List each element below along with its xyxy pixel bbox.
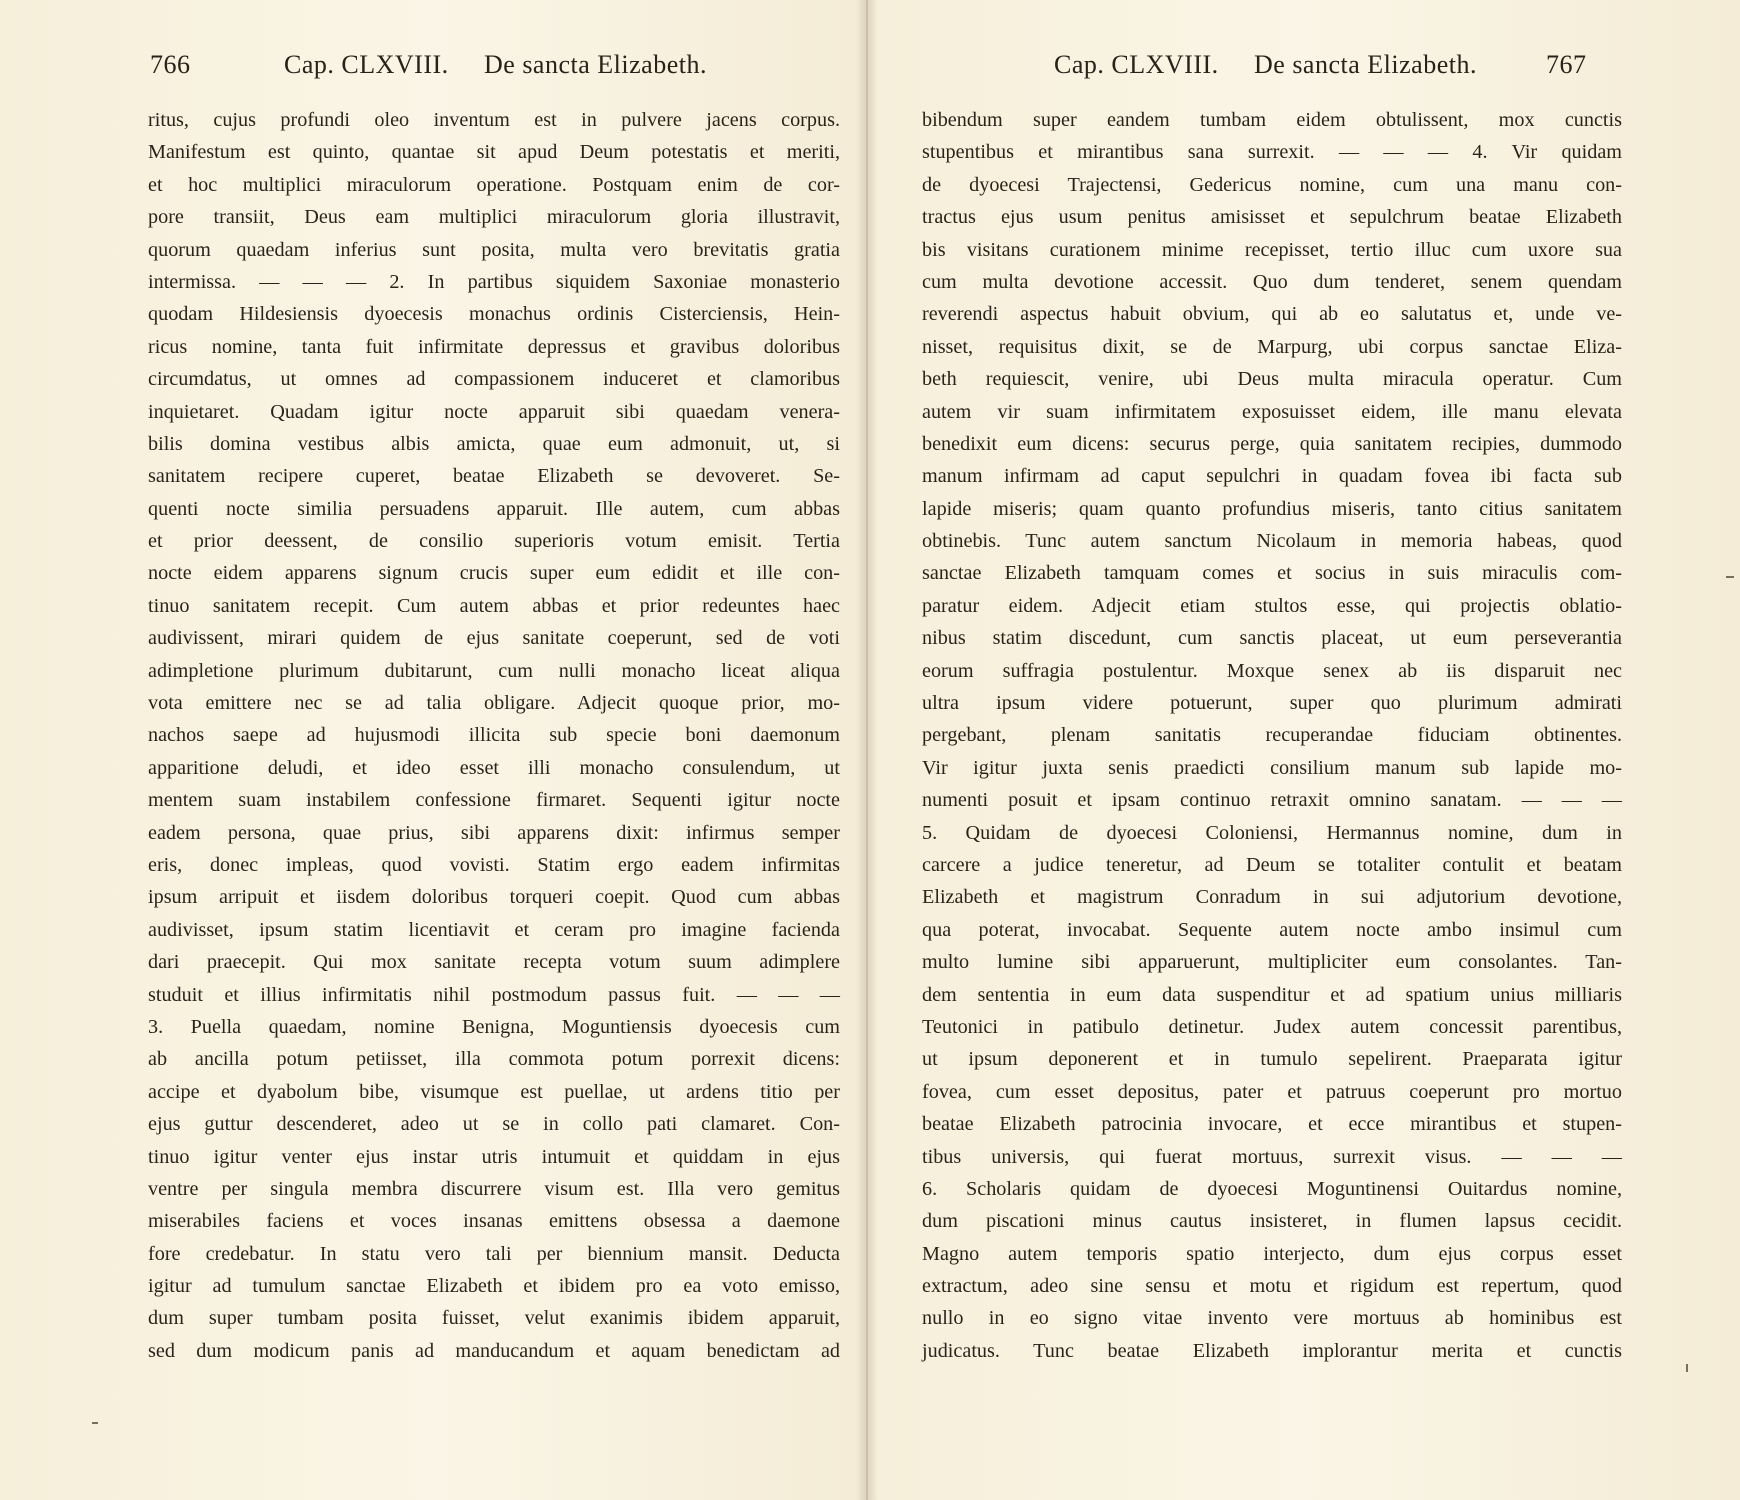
text-line: reverendi aspectus habuit obvium, qui ab eo salutatus et, unde ve- xyxy=(922,303,1622,326)
text-line: 5. Quidam de dyoecesi Coloniensi, Hermannus nomine, dum in xyxy=(922,821,1622,844)
text-line: ventre per singula membra discurrere visum est. Illa vero gemitus xyxy=(148,1177,840,1200)
text-line: vota emittere nec se ad talia obligare. Adjecit quoque prior, mo- xyxy=(148,692,840,715)
text-line: studuit et illius infirmitatis nihil postmodum passus fuit. — — — xyxy=(148,983,840,1006)
text-line: nullo in eo signo vitae invento vere mortuus ab hominibus est xyxy=(922,1307,1622,1330)
page-number: 767 xyxy=(1546,50,1587,79)
text-line: autem vir suam infirmitatem exposuisset eidem, ille manu elevata xyxy=(922,400,1622,423)
text-line: accipe et dyabolum bibe, visumque est puellae, ut ardens titio per xyxy=(148,1080,840,1103)
text-line: nachos saepe ad hujusmodi illicita sub specie boni daemonum xyxy=(148,724,840,747)
text-line: cum multa devotione accessit. Quo dum tenderet, senem quendam xyxy=(922,270,1622,293)
text-line: nisset, requisitus dixit, se de Marpurg, ubi corpus sanctae Eliza- xyxy=(922,335,1622,358)
text-line: audivisset, ipsum statim licentiavit et ceram pro imagine facienda xyxy=(148,918,840,941)
text-line: benedixit eum dicens: securus perge, quia sanitatem recipies, dummodo xyxy=(922,432,1622,455)
text-line: tibus universis, qui fuerat mortuus, surrexit visus. — — — xyxy=(922,1145,1622,1168)
text-line: beatae Elizabeth patrocinia invocare, et ecce mirantibus et stupen- xyxy=(922,1113,1622,1136)
text-line: paratur eidem. Adjecit etiam stultos esse, qui projectis oblatio- xyxy=(922,594,1622,617)
text-line: carcere a judice teneretur, ad Deum se totaliter contulit et beatam xyxy=(922,853,1622,876)
text-line: numenti posuit et ipsam continuo retraxit omnino sanatam. — — — xyxy=(922,789,1622,812)
text-line: de dyoecesi Trajectensi, Gedericus nomine, cum una manu con- xyxy=(922,173,1622,196)
text-line: fore credebatur. In statu vero tali per biennium mansit. Deducta xyxy=(148,1242,840,1265)
text-line: bis visitans curationem minime recepisset, tertio illuc cum uxore sua xyxy=(922,238,1622,261)
text-line: pergebant, plenam sanitatis recuperandae fiduciam obtinentes. xyxy=(922,724,1622,747)
text-line: et prior deessent, de consilio superioris votum emisit. Tertia xyxy=(148,530,840,553)
text-line: eadem persona, quae prius, sibi apparens dixit: infirmus semper xyxy=(148,821,840,844)
text-line: adimpletione plurimum dubitarunt, cum nulli monacho liceat aliqua xyxy=(148,659,840,682)
text-line: 6. Scholaris quidam de dyoecesi Moguntinensi Ouitardus nomine, xyxy=(922,1177,1622,1200)
text-line: circumdatus, ut omnes ad compassionem induceret et clamoribus xyxy=(148,368,840,391)
text-line: tinuo sanitatem recepit. Cum autem abbas et prior redeuntes haec xyxy=(148,594,840,617)
text-line: et hoc multiplici miraculorum operatione. Postquam enim de cor- xyxy=(148,173,840,196)
page-number: 766 xyxy=(150,50,191,79)
margin-mark xyxy=(1686,1364,1688,1372)
text-line: obtinebis. Tunc autem sanctum Nicolaum in memoria habeas, quod xyxy=(922,530,1622,553)
text-line: ritus, cujus profundi oleo inventum est in pulvere jacens corpus. xyxy=(148,109,840,131)
text-line: tinuo igitur venter ejus instar utris intumuit et quiddam in ejus xyxy=(148,1145,840,1168)
text-line: ricus nomine, tanta fuit infirmitate depressus et gravibus doloribus xyxy=(148,335,840,358)
text-line: manum infirmam ad caput sepulchri in quadam fovea ibi facta sub xyxy=(922,465,1622,488)
text-line: sanctae Elizabeth tamquam comes et socius in suis miraculis com- xyxy=(922,562,1622,585)
text-line: quodam Hildesiensis dyoecesis monachus ordinis Cisterciensis, Hein- xyxy=(148,303,840,326)
text-line: Elizabeth et magistrum Conradum in sui adjutorium devotione, xyxy=(922,886,1622,909)
text-line: Manifestum est quinto, quantae sit apud Deum potestatis et meriti, xyxy=(148,141,840,164)
text-line: dum super tumbam posita fuisset, velut exanimis ibidem apparuit, xyxy=(148,1307,840,1330)
text-line: lapide miseris; quam quanto profundius miseris, tanto citius sanitatem xyxy=(922,497,1622,520)
text-line: ejus guttur descenderet, adeo ut se in collo pati clamaret. Con- xyxy=(148,1113,840,1136)
text-line: stupentibus et mirantibus sana surrexit. — — — 4. Vir quidam xyxy=(922,141,1622,164)
margin-mark xyxy=(92,1422,98,1424)
text-line: nibus statim discedunt, cum sanctis placeat, ut eum perseverantia xyxy=(922,627,1622,650)
text-line: ultra ipsum videre potuerunt, super quo plurimum admirati xyxy=(922,692,1622,715)
text-line: multo lumine sibi apparuerunt, multipliciter eum consolantes. Tan- xyxy=(922,951,1622,974)
text-line: ipsum arripuit et iisdem doloribus torqueri coepit. Quod cum abbas xyxy=(148,886,840,909)
text-line: bilis domina vestibus albis amicta, quae eum admonuit, ut, si xyxy=(148,432,840,455)
margin-mark xyxy=(1726,576,1734,578)
book-gutter xyxy=(856,0,878,1500)
text-line: audivissent, mirari quidem de ejus sanitate coeperunt, sed de voti xyxy=(148,627,840,650)
text-line: 3. Puella quaedam, nomine Benigna, Moguntiensis dyoecesis cum xyxy=(148,1015,840,1038)
text-line: ut ipsum deponerent et in tumulo sepelirent. Praeparata igitur xyxy=(922,1048,1622,1071)
text-line: quorum quaedam inferius sunt posita, multa vero brevitatis gratia xyxy=(148,238,840,261)
running-title: De sancta Elizabeth. xyxy=(1254,50,1477,79)
text-line: beth requiescit, venire, ubi Deus multa miracula operatur. Cum xyxy=(922,368,1622,391)
text-line: sed dum modicum panis ad manducandum et aquam benedictam ad xyxy=(148,1339,840,1362)
text-line: inquietaret. Quadam igitur nocte apparuit sibi quaedam venera- xyxy=(148,400,840,423)
text-line: ab ancilla potum petiisset, illa commota potum porrexit dicens: xyxy=(148,1048,840,1071)
text-line: qua poterat, invocabat. Sequente autem nocte ambo insimul cum xyxy=(922,918,1622,941)
text-line: dari praecepit. Qui mox sanitate recepta votum suum adimplere xyxy=(148,951,840,974)
text-line: quenti nocte similia persuadens apparuit. Ille autem, cum abbas xyxy=(148,497,840,520)
text-line: sanitatem recipere cuperet, beatae Elizabeth se devoveret. Se- xyxy=(148,465,840,488)
text-line: apparitione deludi, et ideo esset illi monacho consulendum, ut xyxy=(148,756,840,779)
text-line: extractum, adeo sine sensu et motu et rigidum est repertum, quod xyxy=(922,1275,1622,1298)
text-line: dum piscationi minus cautus insisteret, in flumen lapsus cecidit. xyxy=(922,1210,1622,1233)
text-line: mentem suam instabilem confessione firmaret. Sequenti igitur nocte xyxy=(148,789,840,812)
text-line: nocte eidem apparens signum crucis super eum edidit et ille con- xyxy=(148,562,840,585)
text-line: eris, donec impleas, quod vovisti. Statim ergo eadem infirmitas xyxy=(148,853,840,876)
right-page-text xyxy=(922,104,1622,1367)
text-line: eorum suffragia postulentur. Moxque senex ab iis disparuit nec xyxy=(922,659,1622,682)
chapter-heading: Cap. CLXVIII. xyxy=(1054,50,1219,79)
text-line: Teutonici in patibulo detinetur. Judex autem concessit parentibus, xyxy=(922,1015,1622,1038)
text-line: Magno autem temporis spatio interjecto, dum ejus corpus esset xyxy=(922,1242,1622,1265)
text-line: miserabiles faciens et voces insanas emittens obsessa a daemone xyxy=(148,1210,840,1233)
text-line: dem sententia in eum data suspenditur et ad spatium unius milliaris xyxy=(922,983,1622,1006)
text-line: igitur ad tumulum sanctae Elizabeth et ibidem pro ea voto emisso, xyxy=(148,1275,840,1298)
chapter-heading: Cap. CLXVIII. xyxy=(284,50,449,79)
text-line: Vir igitur juxta senis praedicti consilium manum sub lapide mo- xyxy=(922,756,1622,779)
text-line: tractus ejus usum penitus amisisset et sepulchrum beatae Elizabeth xyxy=(922,206,1622,229)
running-title: De sancta Elizabeth. xyxy=(484,50,707,79)
text-line: fovea, cum esset depositus, pater et patruus coeperunt pro mortuo xyxy=(922,1080,1622,1103)
left-page xyxy=(0,0,866,1500)
left-page-text xyxy=(148,104,840,1367)
text-line: judicatus. Tunc beatae Elizabeth implorantur merita et cunctis xyxy=(922,1339,1622,1362)
text-line: intermissa. — — — 2. In partibus siquidem Saxoniae monasterio xyxy=(148,270,840,293)
text-line: pore transiit, Deus eam multiplici miraculorum gloria illustravit, xyxy=(148,206,840,229)
right-page xyxy=(866,0,1740,1500)
text-line: bibendum super eandem tumbam eidem obtulissent, mox cunctis xyxy=(922,109,1622,131)
